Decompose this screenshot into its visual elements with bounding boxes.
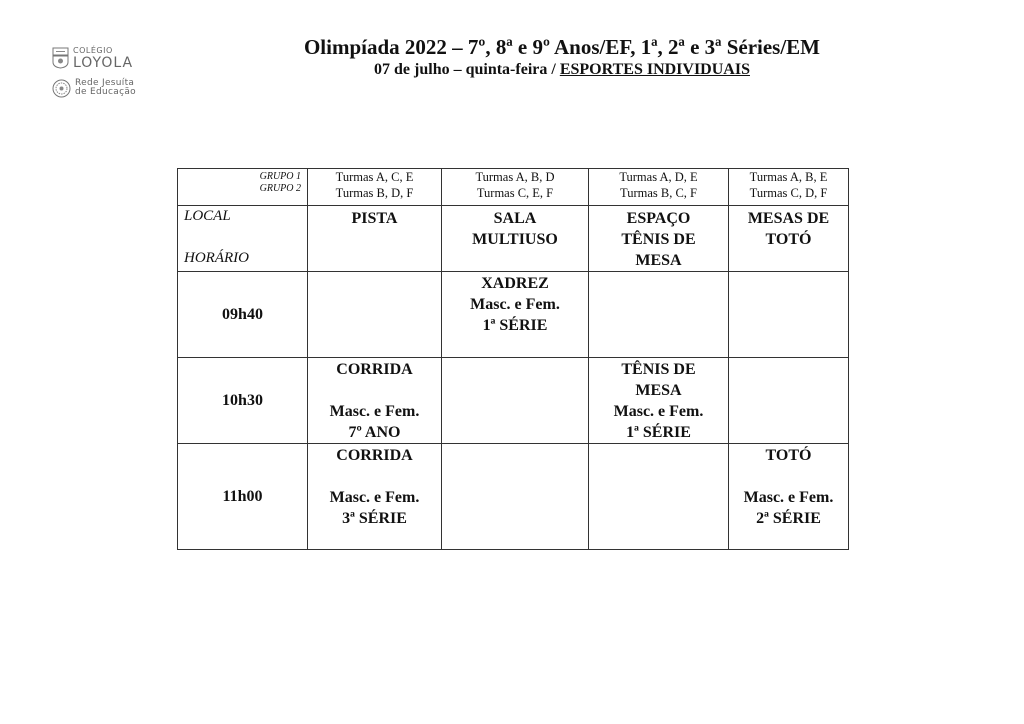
event-cell xyxy=(308,272,442,358)
venue-name-line: TÊNIS DE xyxy=(621,231,696,248)
event-cell xyxy=(589,444,729,550)
blank-line xyxy=(308,380,441,401)
event-cell xyxy=(308,358,442,444)
time-cell: 09h40 xyxy=(178,272,308,358)
event-cell xyxy=(442,444,589,550)
turmas-group1: Turmas A, B, D xyxy=(475,170,555,184)
venue-name-line: MESA xyxy=(635,252,682,269)
turmas-cell-sala-multiuso xyxy=(442,169,589,206)
event-text-line: Masc. e Fem. xyxy=(329,489,420,506)
venue-name-line: ESPAÇO xyxy=(626,210,691,227)
schedule-table xyxy=(177,168,849,550)
time-cell: 11h00 xyxy=(178,444,308,550)
event-text-line: 1ª SÉRIE xyxy=(482,317,548,334)
local-horario-cell xyxy=(178,206,308,272)
venue-cell xyxy=(442,206,589,272)
event-text-line: XADREZ xyxy=(481,275,549,292)
venue-name-line: MULTIUSO xyxy=(472,231,558,248)
event-cell xyxy=(442,272,589,358)
subtitle-date: 07 de julho – quinta-feira / xyxy=(374,61,560,78)
event-text-line: Masc. e Fem. xyxy=(743,489,834,506)
event-cell xyxy=(729,272,849,358)
event-text-line: Masc. e Fem. xyxy=(470,296,560,313)
group-header-row xyxy=(178,169,849,206)
horario-label: HORÁRIO xyxy=(184,250,249,266)
turmas-cell-mesas-toto xyxy=(729,169,849,206)
group1-label: GRUPO 1 xyxy=(259,171,301,182)
event-text-line: TÊNIS DE xyxy=(621,361,696,378)
venue-cell xyxy=(729,206,849,272)
group-labels-cell xyxy=(178,169,308,206)
event-text-line: TOTÓ xyxy=(765,447,812,464)
venue-row xyxy=(178,206,849,272)
event-cell xyxy=(589,358,729,444)
time-slot-row xyxy=(178,444,849,550)
school-logo xyxy=(52,44,152,100)
turmas-group1: Turmas A, D, E xyxy=(619,170,698,184)
event-text-line: Masc. e Fem. xyxy=(613,403,704,420)
venue-name-line: MESAS DE xyxy=(747,210,830,227)
venue-name-line: TOTÓ xyxy=(765,231,812,248)
logo-school-name: LOYOLA xyxy=(73,54,134,71)
turmas-group2: Turmas B, D, F xyxy=(335,186,414,200)
event-text-line: MESA xyxy=(635,382,682,399)
venue-name-line: PISTA xyxy=(351,210,398,227)
event-text-line: 2ª SÉRIE xyxy=(756,510,821,527)
local-label: LOCAL xyxy=(184,208,231,224)
event-cell xyxy=(308,444,442,550)
turmas-group2: Turmas C, D, F xyxy=(749,186,828,200)
event-cell xyxy=(442,358,589,444)
logo-college-label: COLÉGIO xyxy=(73,45,113,55)
logo-network-line2: de Educação xyxy=(75,87,136,97)
event-cell xyxy=(729,358,849,444)
turmas-cell-tenis-de-mesa xyxy=(589,169,729,206)
event-cell xyxy=(729,444,849,550)
group2-label: GRUPO 2 xyxy=(259,183,301,194)
turmas-group2: Turmas C, E, F xyxy=(476,186,554,200)
subtitle-category: ESPORTES INDIVIDUAIS xyxy=(559,61,750,78)
event-text-line: 7º ANO xyxy=(348,424,401,441)
turmas-cell-pista xyxy=(308,169,442,206)
event-text-line: CORRIDA xyxy=(336,361,413,378)
page-title: Olimpíada 2022 – 7º, 8ª e 9º Anos/EF, 1ª, 2ª e 3ª Séries/EM xyxy=(303,35,821,59)
venue-cell xyxy=(308,206,442,272)
seal-icon xyxy=(52,79,71,98)
event-text-line: 3ª SÉRIE xyxy=(342,510,407,527)
logo-network-line1: Rede Jesuíta xyxy=(75,77,135,88)
time-cell: 10h30 xyxy=(178,358,308,444)
turmas-group1: Turmas A, C, E xyxy=(335,170,414,184)
turmas-group2: Turmas B, C, F xyxy=(620,186,697,200)
event-cell xyxy=(589,272,729,358)
blank-line xyxy=(729,466,848,487)
blank-line xyxy=(308,466,441,487)
page-subtitle xyxy=(150,61,974,79)
turmas-group1: Turmas A, B, E xyxy=(749,170,828,184)
time-slot-row xyxy=(178,272,849,358)
venue-cell xyxy=(589,206,729,272)
time-slot-row xyxy=(178,358,849,444)
event-text-line: 1ª SÉRIE xyxy=(626,424,691,441)
event-text-line: CORRIDA xyxy=(336,447,413,464)
event-text-line: Masc. e Fem. xyxy=(329,403,420,420)
shield-icon xyxy=(52,47,69,69)
venue-name-line: SALA xyxy=(493,210,537,227)
